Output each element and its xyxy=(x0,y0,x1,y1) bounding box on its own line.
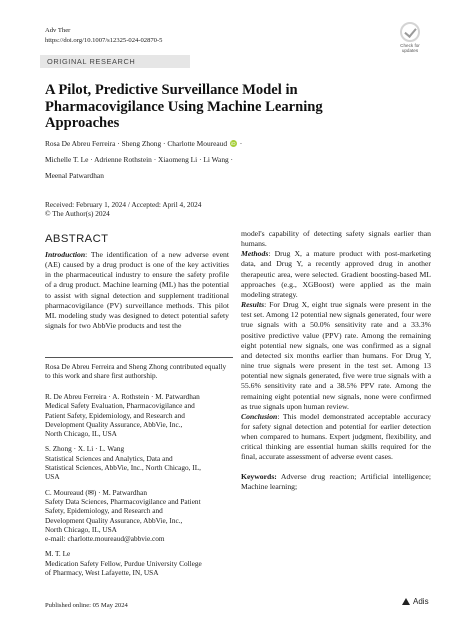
author-names-1: Rosa De Abreu Ferreira · Sheng Zhong · Charlotte Moureaud xyxy=(45,139,228,148)
affiliation-line: of Pharmacy, West Lafayette, IN, USA xyxy=(45,568,159,578)
conclusion-text: : This model demonstrated acceptable accuracy for safety signal detection and potential for earlier detection when compared to humans. Expert judgment, flexibility, and critical thinking are essential human skills required for the final, accurate assessment of adverse event cases. xyxy=(241,411,431,462)
conclusion-label: Conclusion xyxy=(241,411,278,421)
keywords-text: Adverse drug reaction; Artificial intelligence; Machine learning; xyxy=(241,471,431,491)
affiliation-names: R. De Abreu Ferreira · A. Rothstein · M. Patwardhan xyxy=(45,392,200,401)
check-icon xyxy=(400,22,420,42)
affiliation-1 xyxy=(45,392,233,438)
orcid-icon[interactable]: iD xyxy=(231,141,236,146)
author-line-1 xyxy=(45,139,242,149)
abstract-results xyxy=(241,300,431,412)
results-text: : For Drug X, eight true signals were present in the test set. Among 12 potential new signals generated, four were true signals with a 50.0% sensitivity rate and a 33.3% positive predictive value (PPV) rate. Among the remaining eight potential new signals, one was confirmed as a signal and detected six months earlier than humans. For Drug Y, nine true signals were present in the test set. Among 13 potential new signals generated, five were true signals with a 55.6% sensitivity rate and a 38.5% PPV rate. Among the remaining eight potential new signals, none were confirmed as true signals upon human review. xyxy=(241,300,431,411)
publisher-logo xyxy=(402,597,429,606)
doi-link[interactable]: https://doi.org/10.1007/s12325-024-02870-5 xyxy=(45,37,163,44)
author-line-3: Meenal Patwardhan xyxy=(45,171,104,180)
keywords-label: Keywords: xyxy=(241,471,277,481)
affiliation-line: Safety, Epidemiology, and Research and xyxy=(45,506,163,516)
received-accepted-dates: Received: February 1, 2024 / Accepted: April 4, 2024 xyxy=(45,200,202,209)
affiliation-3 xyxy=(45,488,233,544)
badge-line-2: updates xyxy=(401,48,419,54)
publisher-name: Adis xyxy=(413,597,429,606)
copyright: © The Author(s) 2024 xyxy=(45,209,110,218)
results-label: Results xyxy=(241,300,265,310)
affiliation-line: North Chicago, IL, USA xyxy=(45,429,117,439)
author-separator: · xyxy=(239,139,243,148)
footnote-divider xyxy=(45,357,233,358)
article-title: A Pilot, Predictive Surveillance Model in Pharmacovigilance Using Machine Learning Approaches xyxy=(45,82,323,132)
email-link[interactable]: e-mail: charlotte.moureaud@abbvie.com xyxy=(45,534,165,544)
check-for-updates-badge[interactable] xyxy=(392,22,428,58)
affiliation-names: S. Zhong · X. Li · L. Wang xyxy=(45,444,125,454)
affiliation-line: USA xyxy=(45,472,60,482)
introduction-continued: model's capability of detecting safety signals earlier than humans. xyxy=(241,229,431,249)
affiliation-line: Development Quality Assurance, AbbVie, Inc., xyxy=(45,515,183,525)
journal-name: Adv Ther xyxy=(45,27,71,34)
affiliation-4 xyxy=(45,549,233,577)
abstract-heading: ABSTRACT xyxy=(45,233,109,245)
keywords xyxy=(241,472,431,492)
introduction-text: : The identification of a new adverse event (AE) caused by a drug product is one of the key activities in the pharmaceutical industry to ensure the safety profile of a drug product. Machine learning (ML) has the potential to assist with signal detection and supplement traditional pharmacovigilance (PV) surveillance methods. This pilot ML modeling study was designed to detect potential safety signals for two AbbVie products and test the xyxy=(45,250,229,331)
abstract-introduction xyxy=(45,250,229,331)
affiliation-line: Statistical Sciences and Analytics, Data and xyxy=(45,453,173,463)
affiliation-line: North Chicago, IL, USA xyxy=(45,524,117,534)
author-line-2: Michelle T. Le · Adrienne Rothstein · Xiaomeng Li · Li Wang · xyxy=(45,155,234,164)
methods-label: Methods xyxy=(241,249,269,259)
adis-logo-icon xyxy=(402,598,410,605)
affiliation-names: C. Moureaud (✉) · M. Patwardhan xyxy=(45,487,147,497)
abstract-conclusion xyxy=(241,412,431,463)
published-online-date: Published online: 05 May 2024 xyxy=(45,602,128,609)
affiliation-line: Development Quality Assurance, AbbVie, Inc., xyxy=(45,419,183,429)
article-type-banner: ORIGINAL RESEARCH xyxy=(40,55,190,68)
affiliation-2 xyxy=(45,444,233,481)
introduction-label: Introduction xyxy=(45,250,86,259)
affiliations xyxy=(45,392,233,583)
affiliation-names: M. T. Le xyxy=(45,549,71,559)
badge-label xyxy=(392,43,428,54)
badge-line-1: Check for xyxy=(400,43,420,48)
methods-text: : Drug X, a mature product with post-marketing data, and Drug Y, a recently approved drug in another therapeutic area, were selected. Gradient boosting-based ML approaches (e.g., XGBoost) were applied as the main modeling strategy. xyxy=(241,249,431,299)
affiliation-line: Statistical Sciences, AbbVie, Inc., North Chicago, IL, xyxy=(45,463,202,473)
contribution-note: Rosa De Abreu Ferreira and Sheng Zhong contributed equally to this work and share first authorship. xyxy=(45,362,227,381)
affiliation-line: Safety Data Sciences, Pharmacovigilance and Patient xyxy=(45,496,201,506)
abstract-left-column xyxy=(45,250,229,331)
affiliation-line: Medical Safety Evaluation, Pharmacovigilance and xyxy=(45,401,195,411)
affiliation-line: Medication Safety Fellow, Purdue University College xyxy=(45,558,202,568)
affiliation-line: Patient Safety, Epidemiology, and Research and xyxy=(45,410,185,420)
abstract-right-column xyxy=(241,229,431,492)
abstract-methods xyxy=(241,249,431,300)
